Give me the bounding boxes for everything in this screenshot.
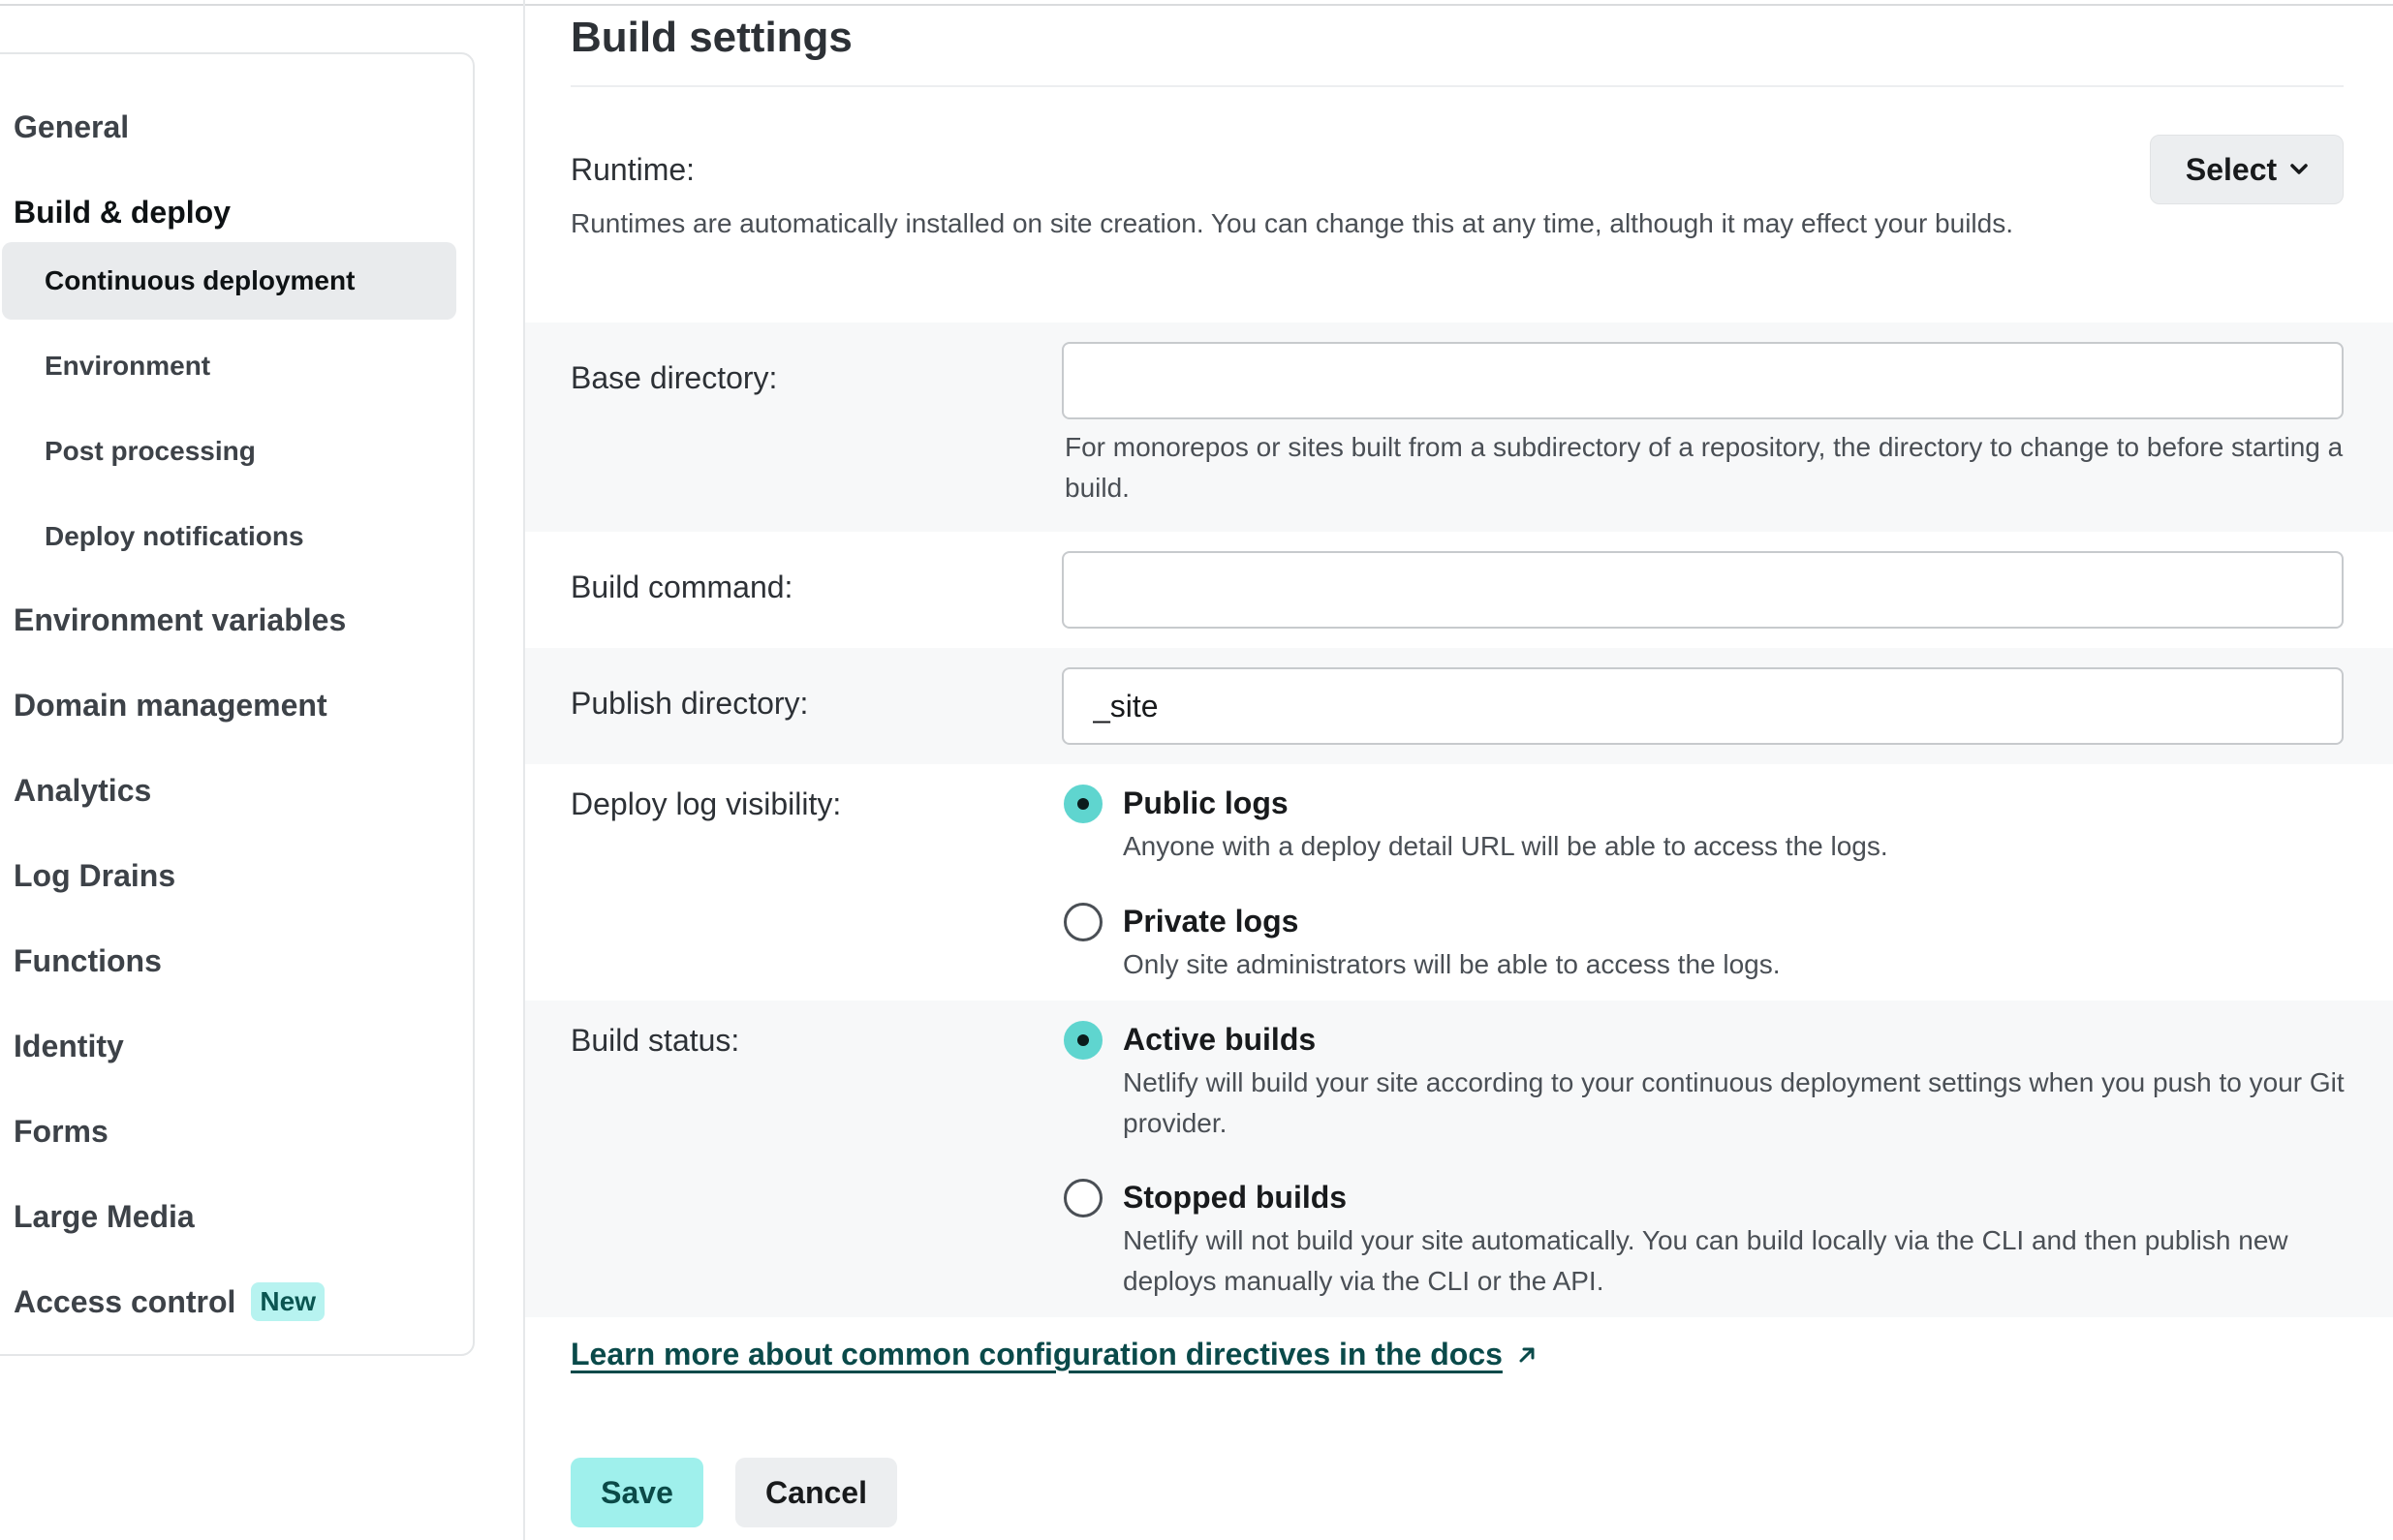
save-button[interactable]: Save <box>571 1458 703 1527</box>
private-logs-title: Private logs <box>1123 904 1299 939</box>
docs-link-text: Learn more about common configuration directives in the docs <box>571 1337 1503 1371</box>
private-logs-description: Only site administrators will be able to access the logs. <box>1123 949 1781 979</box>
title-divider <box>571 85 2344 87</box>
docs-link[interactable] <box>571 1337 1538 1372</box>
public-logs-title: Public logs <box>1123 785 1289 820</box>
active-builds-radio[interactable] <box>1064 1021 1103 1060</box>
runtime-select-button[interactable] <box>2150 135 2344 204</box>
sidebar-subitem-continuous-deployment[interactable]: Continuous deployment <box>2 242 456 320</box>
sidebar-item-build-deploy[interactable]: Build & deploy <box>14 195 231 230</box>
public-logs-radio[interactable] <box>1064 785 1103 823</box>
sidebar-item-functions[interactable]: Functions <box>14 943 162 978</box>
active-builds-description: Netlify will build your site according to your continuous deployment settings when you push to your Git provider. <box>1123 1067 2345 1138</box>
page-title: Build settings <box>571 14 853 61</box>
cancel-button[interactable]: Cancel <box>735 1458 897 1527</box>
stopped-builds-description: Netlify will not build your site automatically. You can build locally via the CLI and then publish new deploys manually via the CLI or the API. <box>1123 1225 2288 1296</box>
stopped-builds-title: Stopped builds <box>1123 1180 1348 1215</box>
sidebar-item-large-media[interactable]: Large Media <box>14 1199 195 1234</box>
sidebar-item-forms[interactable]: Forms <box>14 1114 109 1149</box>
settings-sidebar <box>0 52 475 1356</box>
build-status-label: Build status: <box>571 1023 740 1058</box>
build-command-input[interactable] <box>1062 551 2344 629</box>
private-logs-radio[interactable] <box>1064 903 1103 941</box>
base-directory-label: Base directory: <box>571 360 778 395</box>
runtime-label: Runtime: <box>571 152 696 187</box>
publish-directory-input[interactable] <box>1062 667 2344 745</box>
sidebar-item-label: Access control <box>14 1283 236 1319</box>
sidebar-item-identity[interactable]: Identity <box>14 1029 124 1063</box>
runtime-description: Runtimes are automatically installed on site creation. You can change this at any time, although it may effect your builds. <box>571 208 2013 238</box>
stopped-builds-radio[interactable] <box>1064 1179 1103 1217</box>
sidebar-item-domain-management[interactable]: Domain management <box>14 688 327 723</box>
chevron-down-icon <box>2290 164 2308 175</box>
deploy-log-visibility-label: Deploy log visibility: <box>571 786 842 821</box>
sidebar-subitem-environment[interactable]: Environment <box>45 351 211 381</box>
publish-directory-label: Publish directory: <box>571 686 809 721</box>
active-builds-title: Active builds <box>1123 1022 1317 1057</box>
sidebar-subitem-post-processing[interactable]: Post processing <box>45 436 256 466</box>
public-logs-description: Anyone with a deploy detail URL will be able to access the logs. <box>1123 831 1888 861</box>
sidebar-item-log-drains[interactable]: Log Drains <box>14 858 176 893</box>
sidebar-item-general[interactable]: General <box>14 109 130 144</box>
sidebar-item-analytics[interactable]: Analytics <box>14 773 152 808</box>
build-settings-panel <box>523 0 2393 1540</box>
base-directory-help: For monorepos or sites built from a subdirectory of a repository, the directory to change to before starting a build. <box>1065 432 2344 503</box>
base-directory-input[interactable] <box>1062 342 2344 419</box>
sidebar-subitem-deploy-notifications[interactable]: Deploy notifications <box>45 521 304 551</box>
sidebar-item-environment-variables[interactable]: Environment variables <box>14 602 347 637</box>
build-command-label: Build command: <box>571 570 793 604</box>
select-label: Select <box>2185 151 2278 187</box>
external-link-icon <box>1516 1344 1538 1366</box>
sidebar-item-access-control[interactable] <box>14 1282 325 1321</box>
new-badge: New <box>251 1282 325 1321</box>
